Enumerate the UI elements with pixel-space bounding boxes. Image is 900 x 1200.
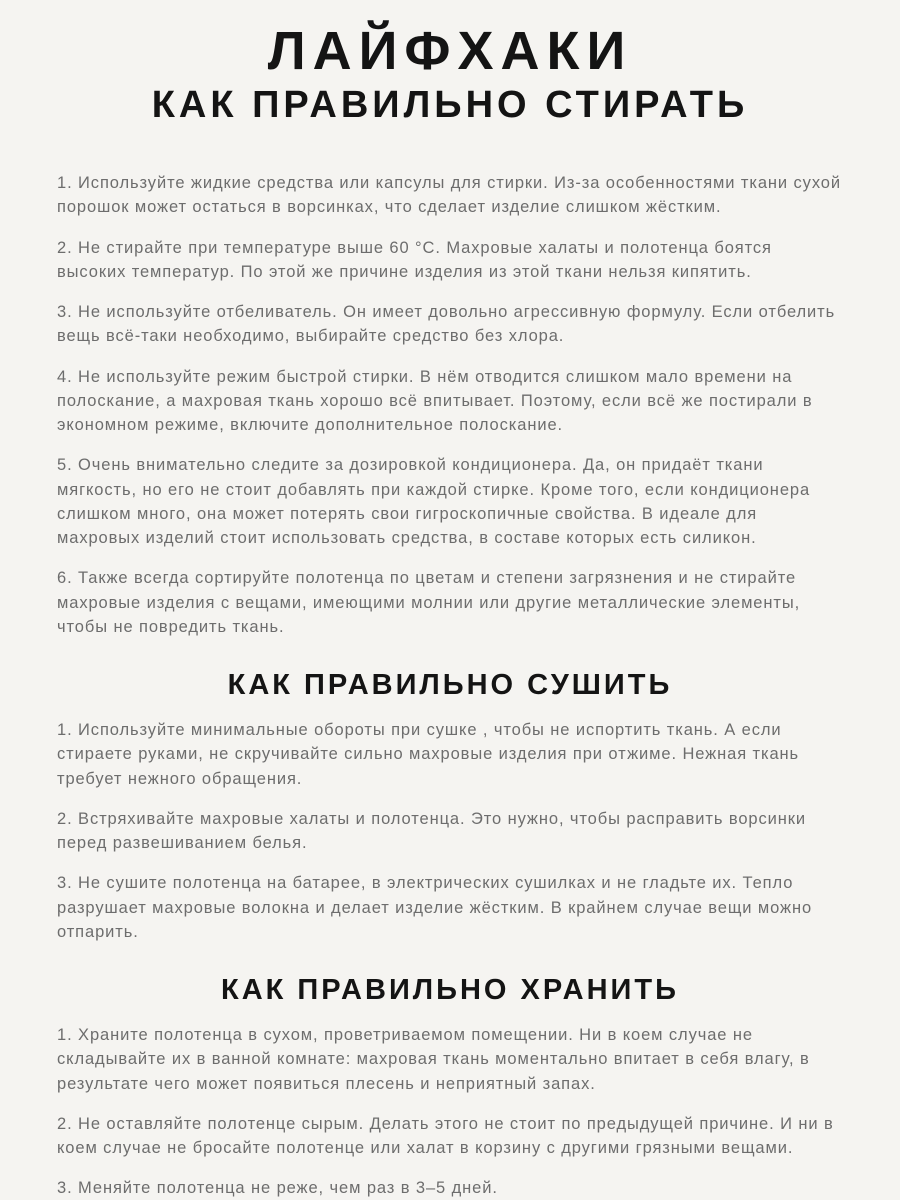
washing-tip-3: 3. Не используйте отбеливатель. Он имеет довольно агрессивную формулу. Если отбелить вещь всё-таки необходимо, выбирайте средство без хлора.: [57, 303, 836, 346]
storing-tip-2: 2. Не оставляйте полотенце сырым. Делать этого не стоит по предыдущей причине. И ни в коем случае не бросайте полотенце или халат в корзину с другими грязными вещами.: [57, 1114, 834, 1157]
washing-tip-1: 1. Используйте жидкие средства или капсулы для стирки. Из-за особенностями ткани сухой порошок может остаться в ворсинках, что сделает изделие слишком жёстким.: [57, 174, 841, 217]
page-title: ЛАЙФХАКИ: [267, 21, 633, 81]
drying-tip-3: 3. Не сушите полотенца на батарее, в электрических сушилках и не гладьте их. Тепло разрушает махровые волокна и делает изделие жёстким. В крайнем случае вещи можно отпарить.: [57, 874, 813, 941]
washing-tip-6: 6. Также всегда сортируйте полотенца по цветам и степени загрязнения и не стирайте махровые изделия с вещами, имеющими молнии или другие металлические элементы, чтобы не повредить ткань.: [57, 569, 801, 636]
washing-tip-2: 2. Не стирайте при температуре выше 60 °С. Махровые халаты и полотенца боятся высоких температур. По этой же причине изделия из этой ткани нельзя кипятить.: [57, 238, 772, 281]
section-heading-washing: КАК ПРАВИЛЬНО СТИРАТЬ: [151, 84, 749, 126]
section-heading-storing: КАК ПРАВИЛЬНО ХРАНИТЬ: [221, 974, 679, 1006]
section-heading-drying: КАК ПРАВИЛЬНО СУШИТЬ: [227, 669, 673, 701]
storing-tips-section: [57, 1023, 843, 1200]
washing-tip-4: 4. Не используйте режим быстрой стирки. В нём отводится слишком мало времени на полоскание, а махровая ткань хорошо всё впитывает. Поэтому, если всё же постирали в экономном режиме, включите дополнительное полоскание.: [57, 367, 813, 434]
drying-tip-1: 1. Используйте минимальные обороты при сушке , чтобы не испортить ткань. А если стираете руками, не скручивайте сильно махровые изделия при отжиме. Нежная ткань требует нежного обращения.: [57, 721, 800, 788]
washing-tips-section: [57, 171, 843, 639]
drying-tip-2: 2. Встряхивайте махровые халаты и полотенца. Это нужно, чтобы расправить ворсинки перед развешиванием белья.: [57, 809, 807, 852]
drying-tips-section: [57, 718, 843, 944]
washing-tip-5: 5. Очень внимательно следите за дозировкой кондиционера. Да, он придаёт ткани мягкость, но его не стоит добавлять при каждой стирке. Кроме того, если кондиционера слишком много, она может потерять свои гигроскопичные свойства. В идеале для махровых изделий стоит использовать средства, в составе которых есть силикон.: [57, 456, 811, 547]
storing-tip-3: 3. Меняйте полотенца не реже, чем раз в 3–5 дней.: [57, 1179, 498, 1198]
storing-tip-1: 1. Храните полотенца в сухом, проветриваемом помещении. Ни в коем случае не складывайте их в ванной комнате: махровая ткань моментально впитает в себя влагу, в результате чего может появиться плесень и неприятный запах.: [57, 1026, 810, 1093]
